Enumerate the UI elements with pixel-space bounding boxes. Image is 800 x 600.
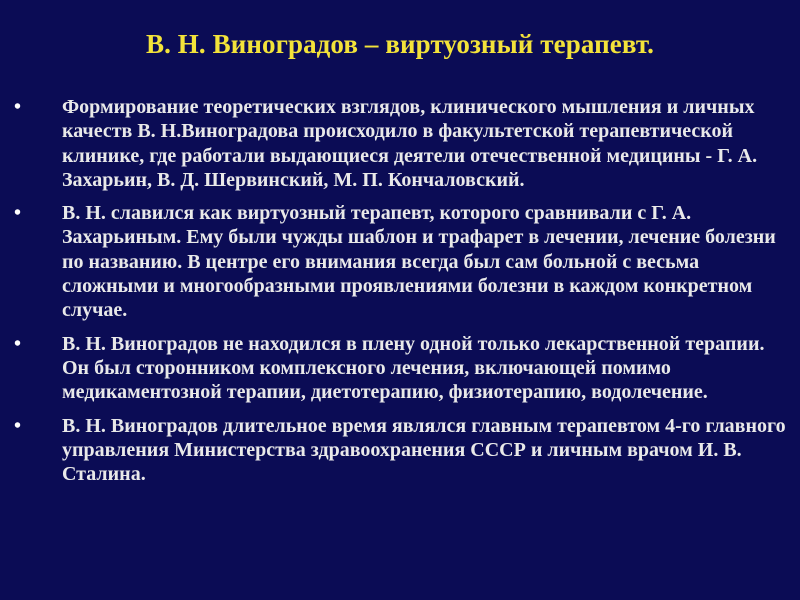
bullet-list bbox=[14, 95, 794, 495]
bullet-dot-icon: • bbox=[14, 332, 22, 355]
bullet-text: В. Н. Виноградов длительное время являлся главным терапевтом 4-го главного управления Министерства здравоохранения СССР и личным врачом И. В. Сталина. bbox=[62, 414, 786, 486]
bullet-dot-icon: • bbox=[14, 96, 22, 118]
slide-title: В. Н. Виноградов – виртуозный терапевт. bbox=[145, 29, 655, 59]
bullet-text: В. Н. Виноградов не находился в плену одной только лекарственной терапии. Он был сторонником комплексного лечения, включающей помимо медикаментозной терапии, диетотерапию, физиотерапию, водолечение. bbox=[62, 332, 765, 404]
bullet-dot-icon: • bbox=[14, 414, 22, 437]
bullet-item bbox=[14, 95, 794, 192]
bullet-item bbox=[14, 201, 794, 322]
bullet-dot-icon: • bbox=[14, 202, 22, 225]
bullet-text: Формирование теоретических взглядов, клинического мышления и личных качеств В. Н.Виноградова происходило в факультетской терапевтической клинике, где работали выдающиеся деятели отечественной медицины - Г. А. Захарьин, В. Д. Шервинский, М. П. Кончаловский. bbox=[62, 96, 758, 191]
bullet-item bbox=[14, 332, 794, 405]
bullet-item bbox=[14, 414, 794, 487]
bullet-text: В. Н. славился как виртуозный терапевт, которого сравнивали с Г. А. Захарьиным. Ему были чужды шаблон и трафарет в лечении, лечение болезни по названию. В центре его внимания всегда был сам больной с весьма сложными и многообразными проявлениями болезни в каждом конкретном случае. bbox=[62, 202, 776, 322]
